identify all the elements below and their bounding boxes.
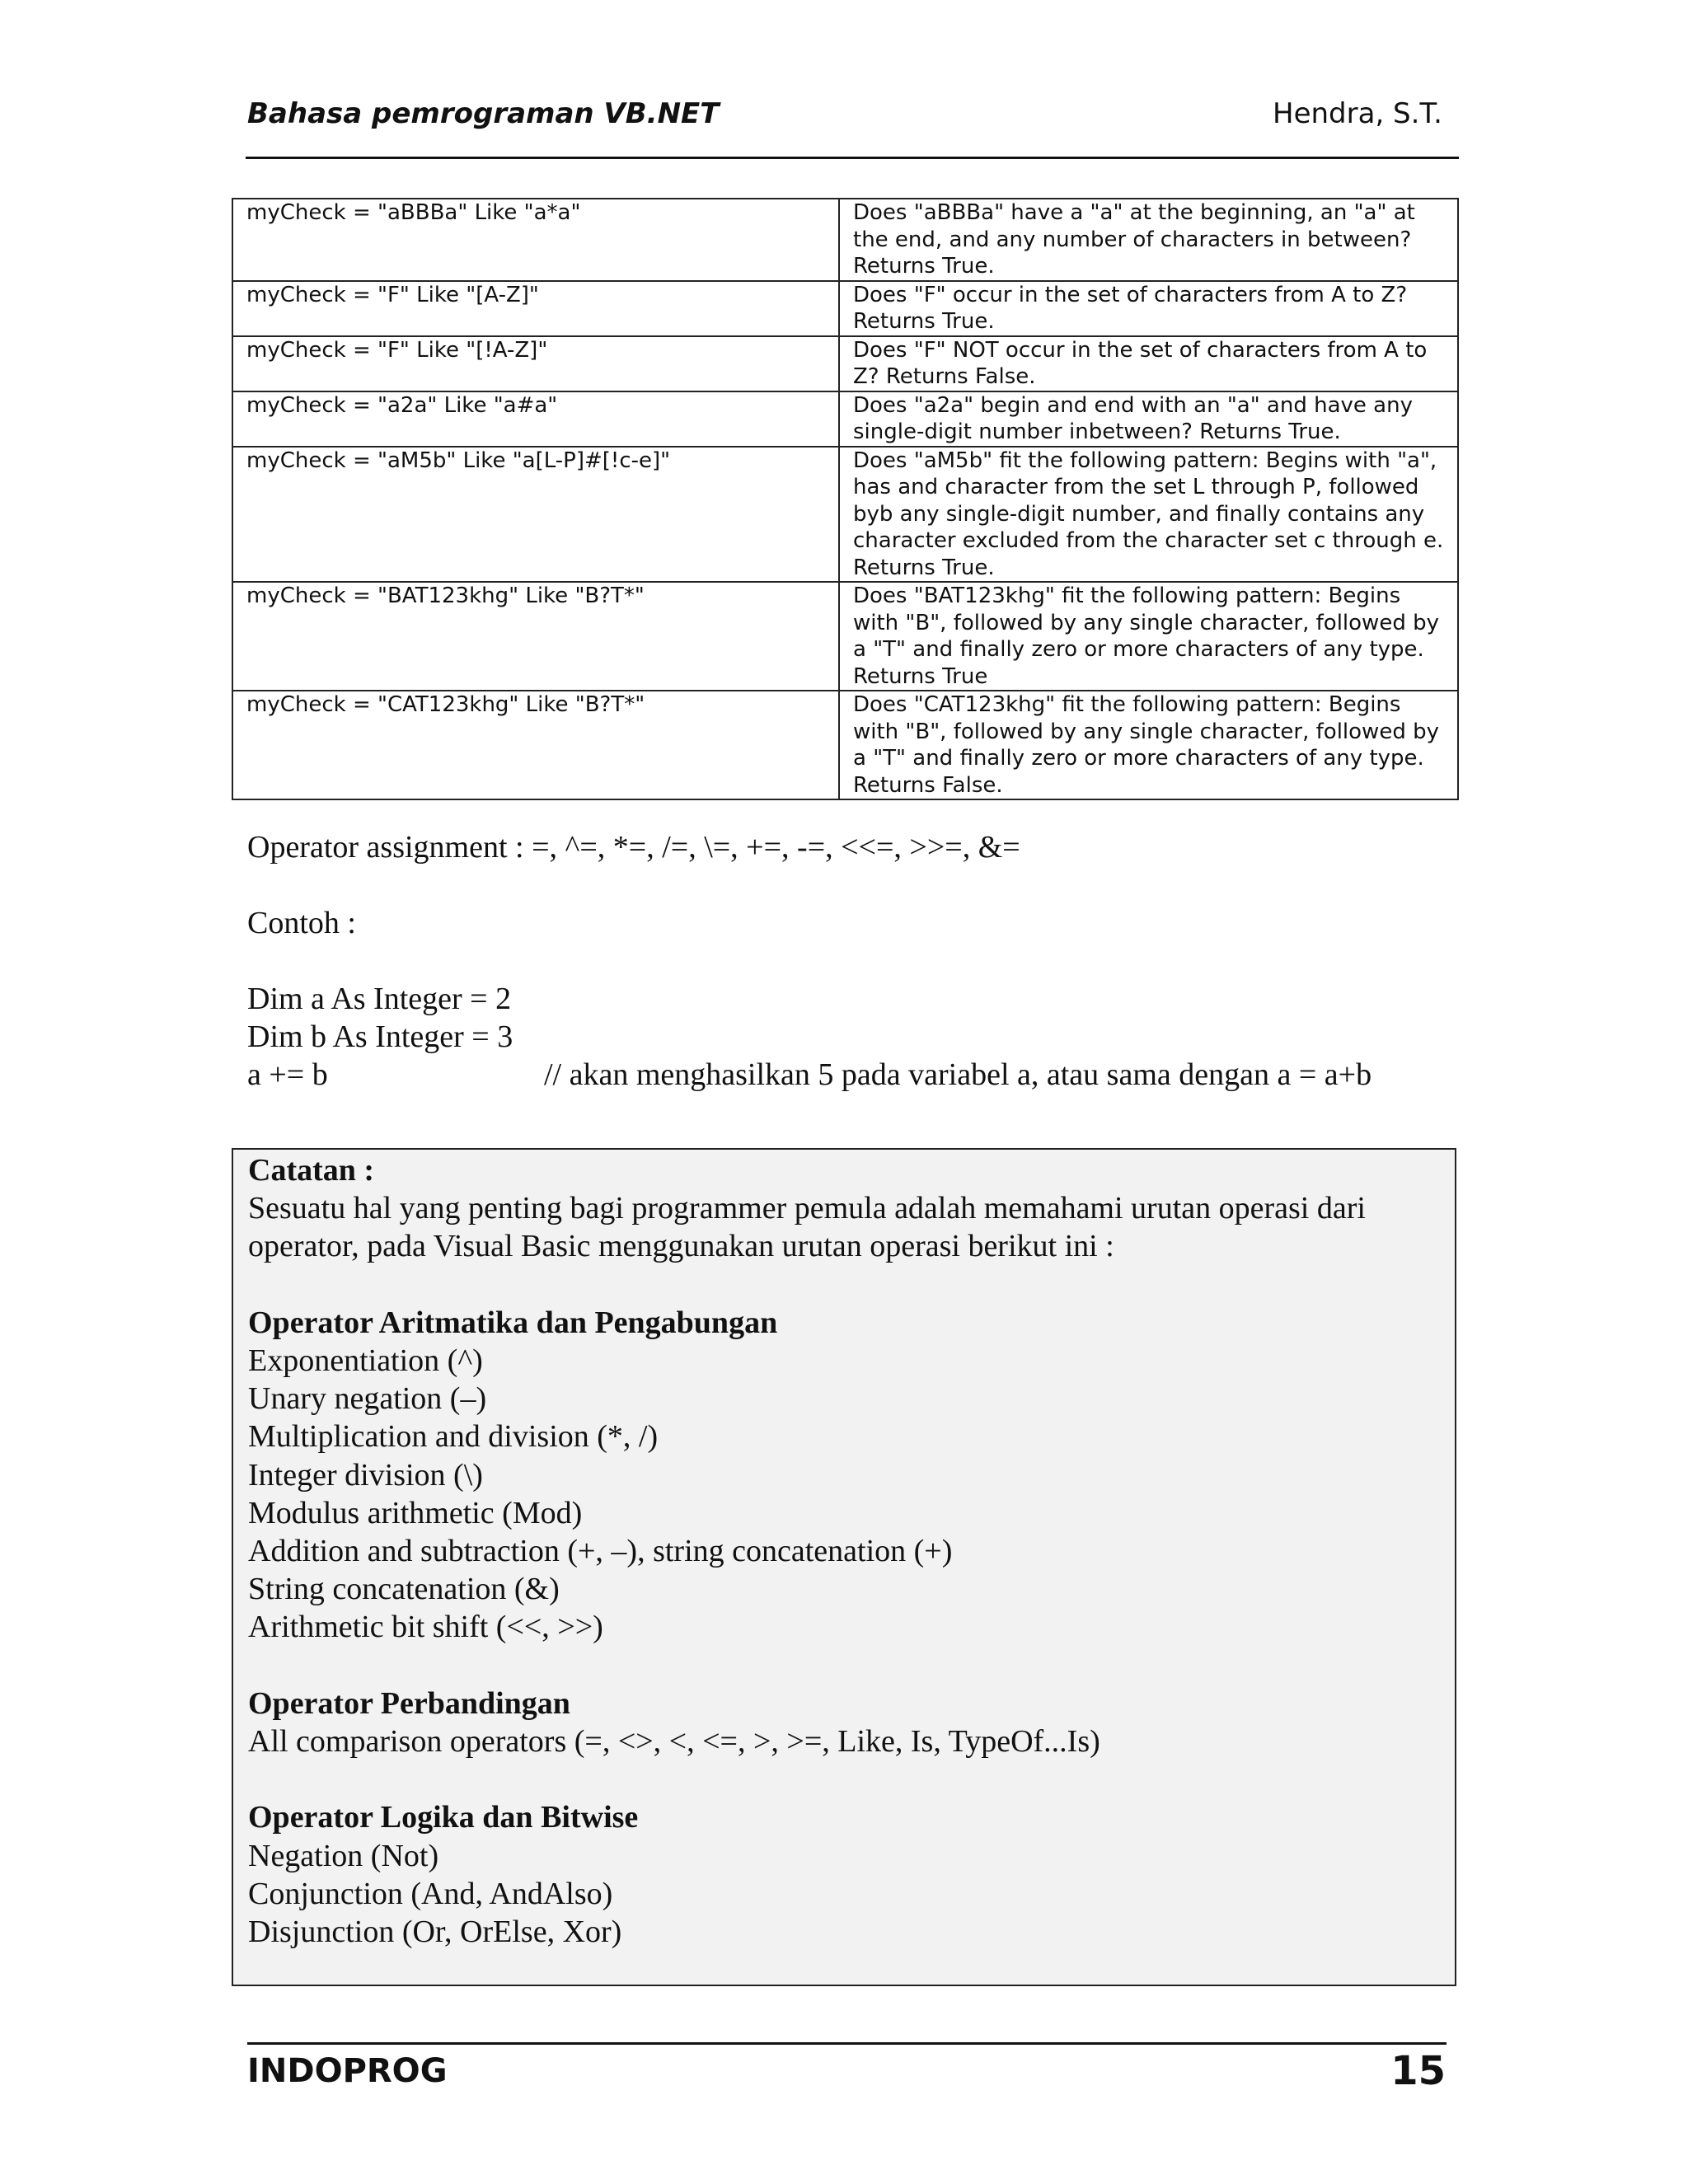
page-number: 15 [1390, 2048, 1446, 2094]
section-heading: Operator Perbandingan [248, 1685, 570, 1721]
list-item: Integer division (\) [248, 1457, 483, 1493]
list-item: Modulus arithmetic (Mod) [248, 1495, 583, 1530]
like-operator-table [232, 198, 1459, 800]
note-intro-line-2: operator, pada Visual Basic menggunakan urutan operasi berikut ini : [248, 1229, 1114, 1264]
table-row [232, 691, 1458, 799]
section-heading: Operator Aritmatika dan Pengabungan [248, 1305, 778, 1340]
list-item: Negation (Not) [248, 1838, 439, 1873]
assignment-operators-text: Operator assignment : =, ^=, *=, /=, \=, +=, -=, <<=, >>=, &= [247, 830, 1020, 865]
description-cell: Does "aM5b" fit the following pattern: Begins with "a", has and character from the set L through P, followed byb any single-digit number, and finally contains any character excluded from the character set c through e. Returns True. [839, 447, 1458, 583]
table-row [232, 582, 1458, 691]
description-cell: Does "aBBBa" have a "a" at the beginning, an "a" at the end, and any number of characters in between? Returns True. [839, 199, 1458, 281]
footer-brand: INDOPROG [247, 2052, 448, 2090]
table-row [232, 391, 1458, 447]
author-name: Hendra, S.T. [1273, 97, 1442, 130]
code-cell: myCheck = "aBBBa" Like "a*a" [232, 199, 839, 281]
description-cell: Does "BAT123khg" fit the following pattern: Begins with "B", followed by any single character, followed by a "T" and finally zero or more characters of any type. Returns True [839, 582, 1458, 691]
code-cell: myCheck = "F" Like "[A-Z]" [232, 281, 839, 336]
example-label: Contoh : [247, 906, 356, 940]
list-item: Unary negation (–) [248, 1381, 487, 1417]
list-item: Conjunction (And, AndAlso) [248, 1876, 613, 1911]
list-item: String concatenation (&) [248, 1572, 560, 1607]
footer-divider [247, 2042, 1447, 2045]
code-comment: // akan menghasilkan 5 pada variabel a, atau sama dengan a = a+b [544, 1057, 1372, 1092]
table-row [232, 447, 1458, 583]
note-box [232, 1148, 1456, 1986]
code-line-1: Dim a As Integer = 2 [247, 982, 512, 1016]
description-cell: Does "F" NOT occur in the set of characters from A to Z? Returns False. [839, 336, 1458, 391]
code-cell: myCheck = "F" Like "[!A-Z]" [232, 336, 839, 391]
note-title: Catatan : [248, 1153, 375, 1188]
list-item: All comparison operators (=, <>, <, <=, >, >=, Like, Is, TypeOf...Is) [248, 1724, 1100, 1760]
code-cell: myCheck = "aM5b" Like "a[L-P]#[!c-e]" [232, 447, 839, 583]
description-cell: Does "CAT123khg" fit the following pattern: Begins with "B", followed by any single character, followed by a "T" and finally zero or more characters of any type. Returns False. [839, 691, 1458, 799]
code-cell: myCheck = "BAT123khg" Like "B?T*" [232, 582, 839, 691]
code-line-2: Dim b As Integer = 3 [247, 1019, 513, 1054]
list-item: Multiplication and division (*, /) [248, 1419, 659, 1455]
document-title: Bahasa pemrograman VB.NET [247, 97, 720, 130]
table-row [232, 281, 1458, 336]
code-line-3: a += b [247, 1057, 328, 1092]
note-intro-line-1: Sesuatu hal yang penting bagi programmer pemula adalah memahami urutan operasi dari [248, 1191, 1366, 1226]
list-item: Exponentiation (^) [248, 1343, 483, 1378]
code-cell: myCheck = "CAT123khg" Like "B?T*" [232, 691, 839, 799]
list-item: Arithmetic bit shift (<<, >>) [248, 1610, 603, 1645]
code-cell: myCheck = "a2a" Like "a#a" [232, 391, 839, 447]
table-row [232, 199, 1458, 281]
page-header [247, 97, 1442, 138]
description-cell: Does "a2a" begin and end with an "a" and have any single-digit number inbetween? Returns True. [839, 391, 1458, 447]
list-item: Disjunction (Or, OrElse, Xor) [248, 1915, 622, 1950]
section-heading: Operator Logika dan Bitwise [248, 1800, 639, 1835]
list-item: Addition and subtraction (+, –), string concatenation (+) [248, 1534, 953, 1569]
header-divider [246, 157, 1459, 159]
table-row [232, 336, 1458, 391]
description-cell: Does "F" occur in the set of characters from A to Z? Returns True. [839, 281, 1458, 336]
